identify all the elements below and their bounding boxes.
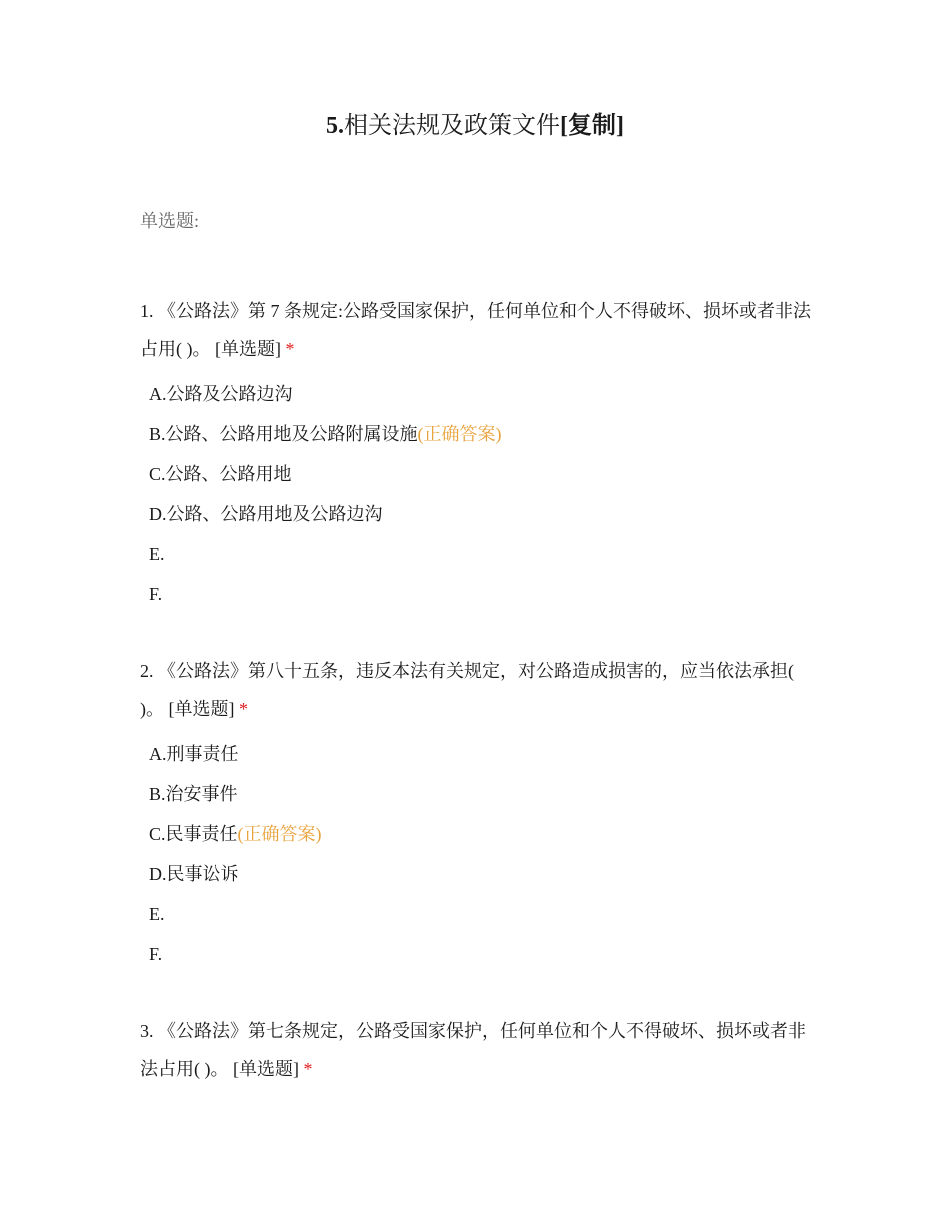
option-label: B.治安事件 [149, 784, 238, 804]
option-label: C.民事责任 [149, 824, 238, 844]
section-label: 单选题: [140, 211, 200, 231]
option-label: E. [149, 544, 165, 564]
question-number: 1. [140, 301, 154, 321]
option-label: E. [149, 904, 165, 924]
option-a[interactable] [149, 734, 820, 774]
option-f[interactable] [149, 934, 820, 974]
option-a[interactable] [149, 374, 820, 414]
option-label: B.公路、公路用地及公路附属设施 [149, 424, 418, 444]
option-d[interactable] [149, 854, 820, 894]
option-d[interactable] [149, 494, 820, 534]
option-label: A.刑事责任 [149, 744, 239, 764]
question-text [140, 1012, 820, 1088]
question-body: 《公路法》第 7 条规定:公路受国家保护，任何单位和个人不得破坏、损坏或者非法占用( )。 [140, 301, 811, 359]
question-type-tag: [单选题] [168, 699, 235, 719]
option-b[interactable] [149, 774, 820, 814]
question-type-tag: [单选题] [233, 1059, 299, 1079]
question-number: 2. [140, 661, 154, 681]
option-e[interactable] [149, 534, 820, 574]
option-list [140, 734, 820, 974]
option-label: D.公路、公路用地及公路边沟 [149, 504, 383, 524]
option-label: A.公路及公路边沟 [149, 384, 293, 404]
option-c[interactable] [149, 454, 820, 494]
question-1 [140, 292, 820, 614]
option-f[interactable] [149, 574, 820, 614]
option-b[interactable] [149, 414, 820, 454]
required-mark: * [285, 339, 295, 359]
option-list [140, 374, 820, 614]
option-label: C.公路、公路用地 [149, 464, 292, 484]
option-e[interactable] [149, 894, 820, 934]
question-body: 《公路法》第七条规定，公路受国家保护，任何单位和个人不得破坏、损坏或者非法占用( )。 [140, 1021, 806, 1079]
page-title [0, 108, 950, 144]
question-number: 3. [140, 1021, 154, 1041]
title-text: 相关法规及政策文件 [344, 113, 560, 139]
question-2 [140, 652, 820, 974]
title-tag: [复制] [560, 113, 624, 139]
required-mark: * [239, 699, 248, 719]
option-c[interactable] [149, 814, 820, 854]
option-label: D.民事讼诉 [149, 864, 239, 884]
correct-answer-marker: (正确答案) [237, 824, 322, 844]
option-label: F. [149, 584, 163, 604]
title-number: 5. [326, 113, 344, 139]
question-type-tag: [单选题] [215, 339, 281, 359]
question-text [140, 652, 820, 728]
required-mark: * [303, 1059, 313, 1079]
correct-answer-marker: (正确答案) [417, 424, 502, 444]
question-text [140, 292, 820, 368]
question-3 [140, 1012, 820, 1088]
option-label: F. [149, 944, 163, 964]
question-body: 《公路法》第八十五条，违反本法有关规定，对公路造成损害的，应当依法承担( )。 [140, 661, 794, 719]
